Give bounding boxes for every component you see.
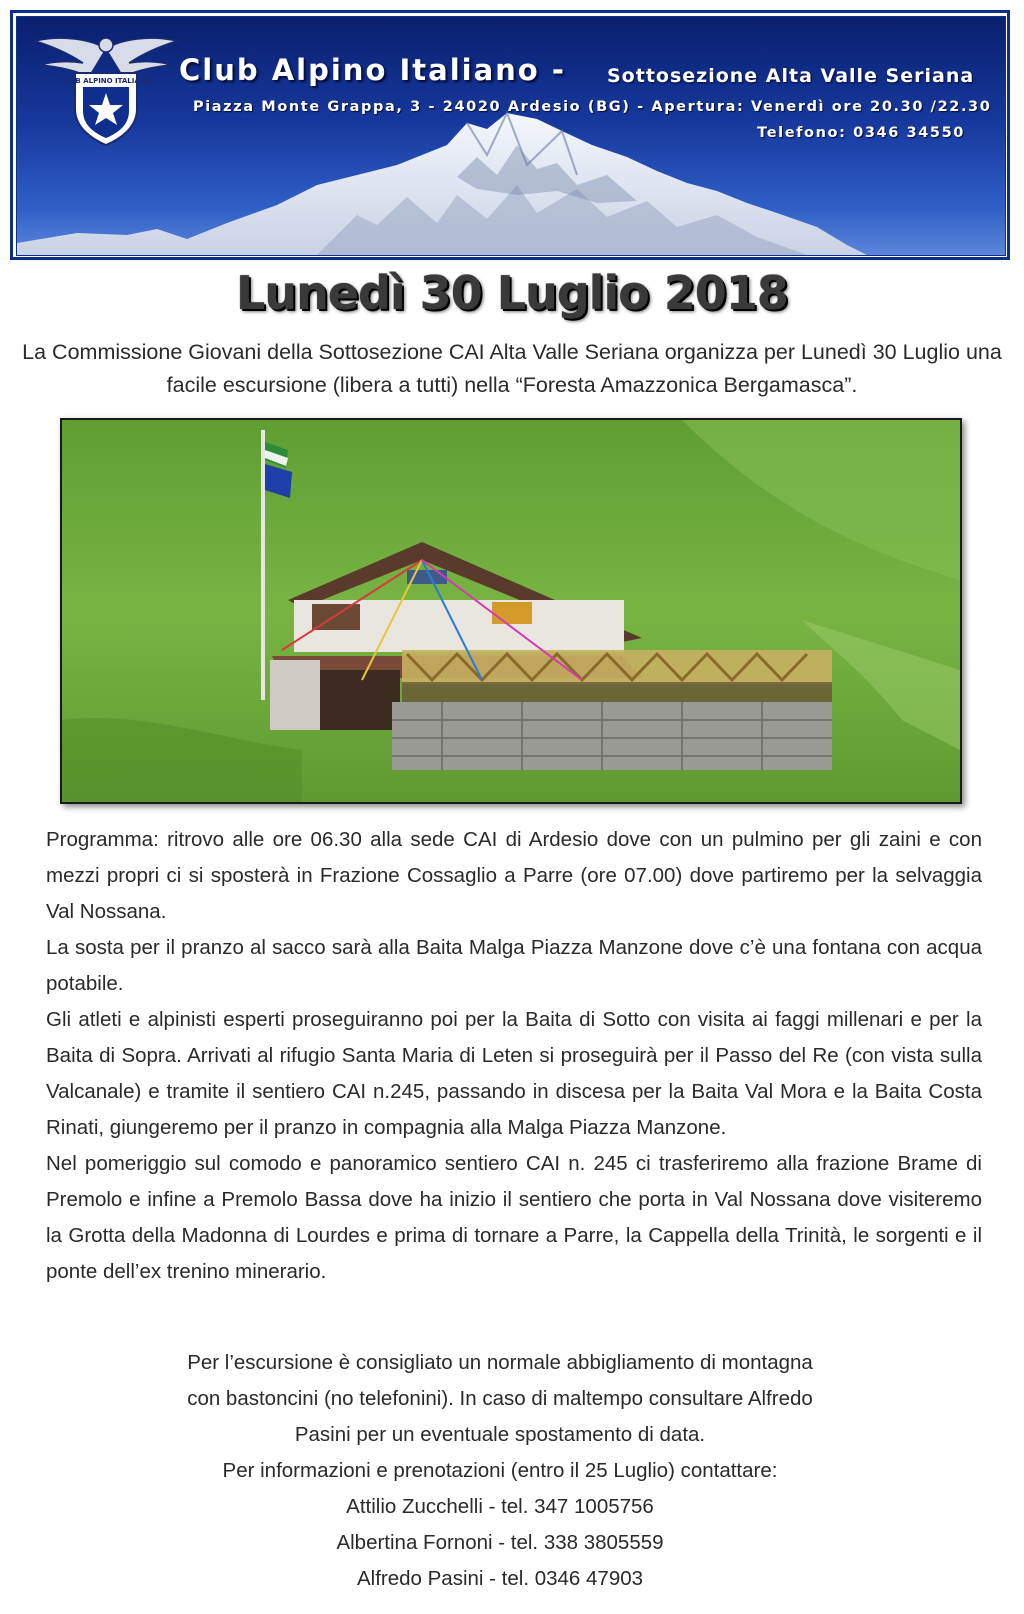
program-paragraph: Gli atleti e alpinisti esperti proseguiranno poi per la Baita di Sotto con visita ai faggi millenari e per la Baita di Sopra. Arrivati al rifugio Santa Maria di Leten si proseguirà per il Passo del Re (con vista sulla Valcanale) e tramite il sentiero CAI n.245, passando in discesa per la Baita Val Mora e la Baita Costa Rinati, giungeremo per il pranzo in compagnia alla Malga Piazza Manzone. bbox=[46, 1008, 982, 1139]
logo-text: CLUB ALPINO ITALIANO bbox=[60, 77, 152, 85]
program-paragraph: Programma: ritrovo alle ore 06.30 alla sede CAI di Ardesio dove con un pulmino per gli zaini e con mezzi propri ci si sposterà in Frazione Cossaglio a Parre (ore 07.00) dove partiremo per la selvaggia Val Nossana. bbox=[46, 828, 982, 923]
title-separator: - bbox=[551, 53, 566, 87]
advice-line: Per l’escursione è consigliato un normale abbigliamento di montagna bbox=[187, 1351, 813, 1374]
header-banner bbox=[10, 10, 1010, 260]
cai-logo bbox=[31, 27, 181, 147]
hut-illustration bbox=[62, 420, 960, 802]
program-section bbox=[46, 822, 982, 1290]
mountain-hut-photo bbox=[60, 418, 962, 804]
banner-background bbox=[16, 16, 1006, 256]
club-phone: Telefono: 0346 34550 bbox=[757, 125, 965, 141]
club-address: Piazza Monte Grappa, 3 - 24020 Ardesio (BG) - Apertura: Venerdì ore 20.30 /22.30 bbox=[193, 99, 992, 115]
contact-line: Attilio Zucchelli - tel. 347 1005756 bbox=[346, 1495, 654, 1518]
club-name: Club Alpino Italiano bbox=[179, 53, 540, 87]
event-intro: La Commissione Giovani della Sottosezione CAI Alta Valle Seriana organizza per Lunedì 30 Luglio una facile escursione (libera a tutti) nella “Foresta Amazzonica Bergamasca”. bbox=[22, 340, 1002, 397]
program-paragraph: Nel pomeriggio sul comodo e panoramico sentiero CAI n. 245 ci trasferiremo alla frazione Brame di Premolo e infine a Premolo Bassa dove ha inizio il sentiero che porta in Val Nossana dove visiteremo la Grotta della Madonna di Lourdes e prima di tornare a Parre, la Cappella della Trinità, le sorgenti e il ponte dell’ex trenino minerario. bbox=[46, 1152, 982, 1283]
contact-line: Albertina Fornoni - tel. 338 3805559 bbox=[336, 1531, 664, 1554]
program-paragraph: La sosta per il pranzo al sacco sarà alla Baita Malga Piazza Manzone dove c’è una fontana con acqua potabile. bbox=[46, 936, 982, 995]
advice-line: Pasini per un eventuale spostamento di data. bbox=[294, 1423, 706, 1446]
club-subtitle: Sottosezione Alta Valle Seriana bbox=[607, 65, 975, 87]
event-date-title: Lunedì 30 Luglio 2018 bbox=[236, 266, 788, 320]
info-line: Per informazioni e prenotazioni (entro il 25 Luglio) contattare: bbox=[222, 1459, 778, 1482]
advice-line: con bastoncini (no telefonini). In caso di maltempo consultare Alfredo bbox=[187, 1387, 813, 1410]
club-title bbox=[179, 53, 566, 87]
contact-line: Alfredo Pasini - tel. 0346 47903 bbox=[356, 1567, 644, 1590]
footer-section bbox=[100, 1345, 900, 1597]
